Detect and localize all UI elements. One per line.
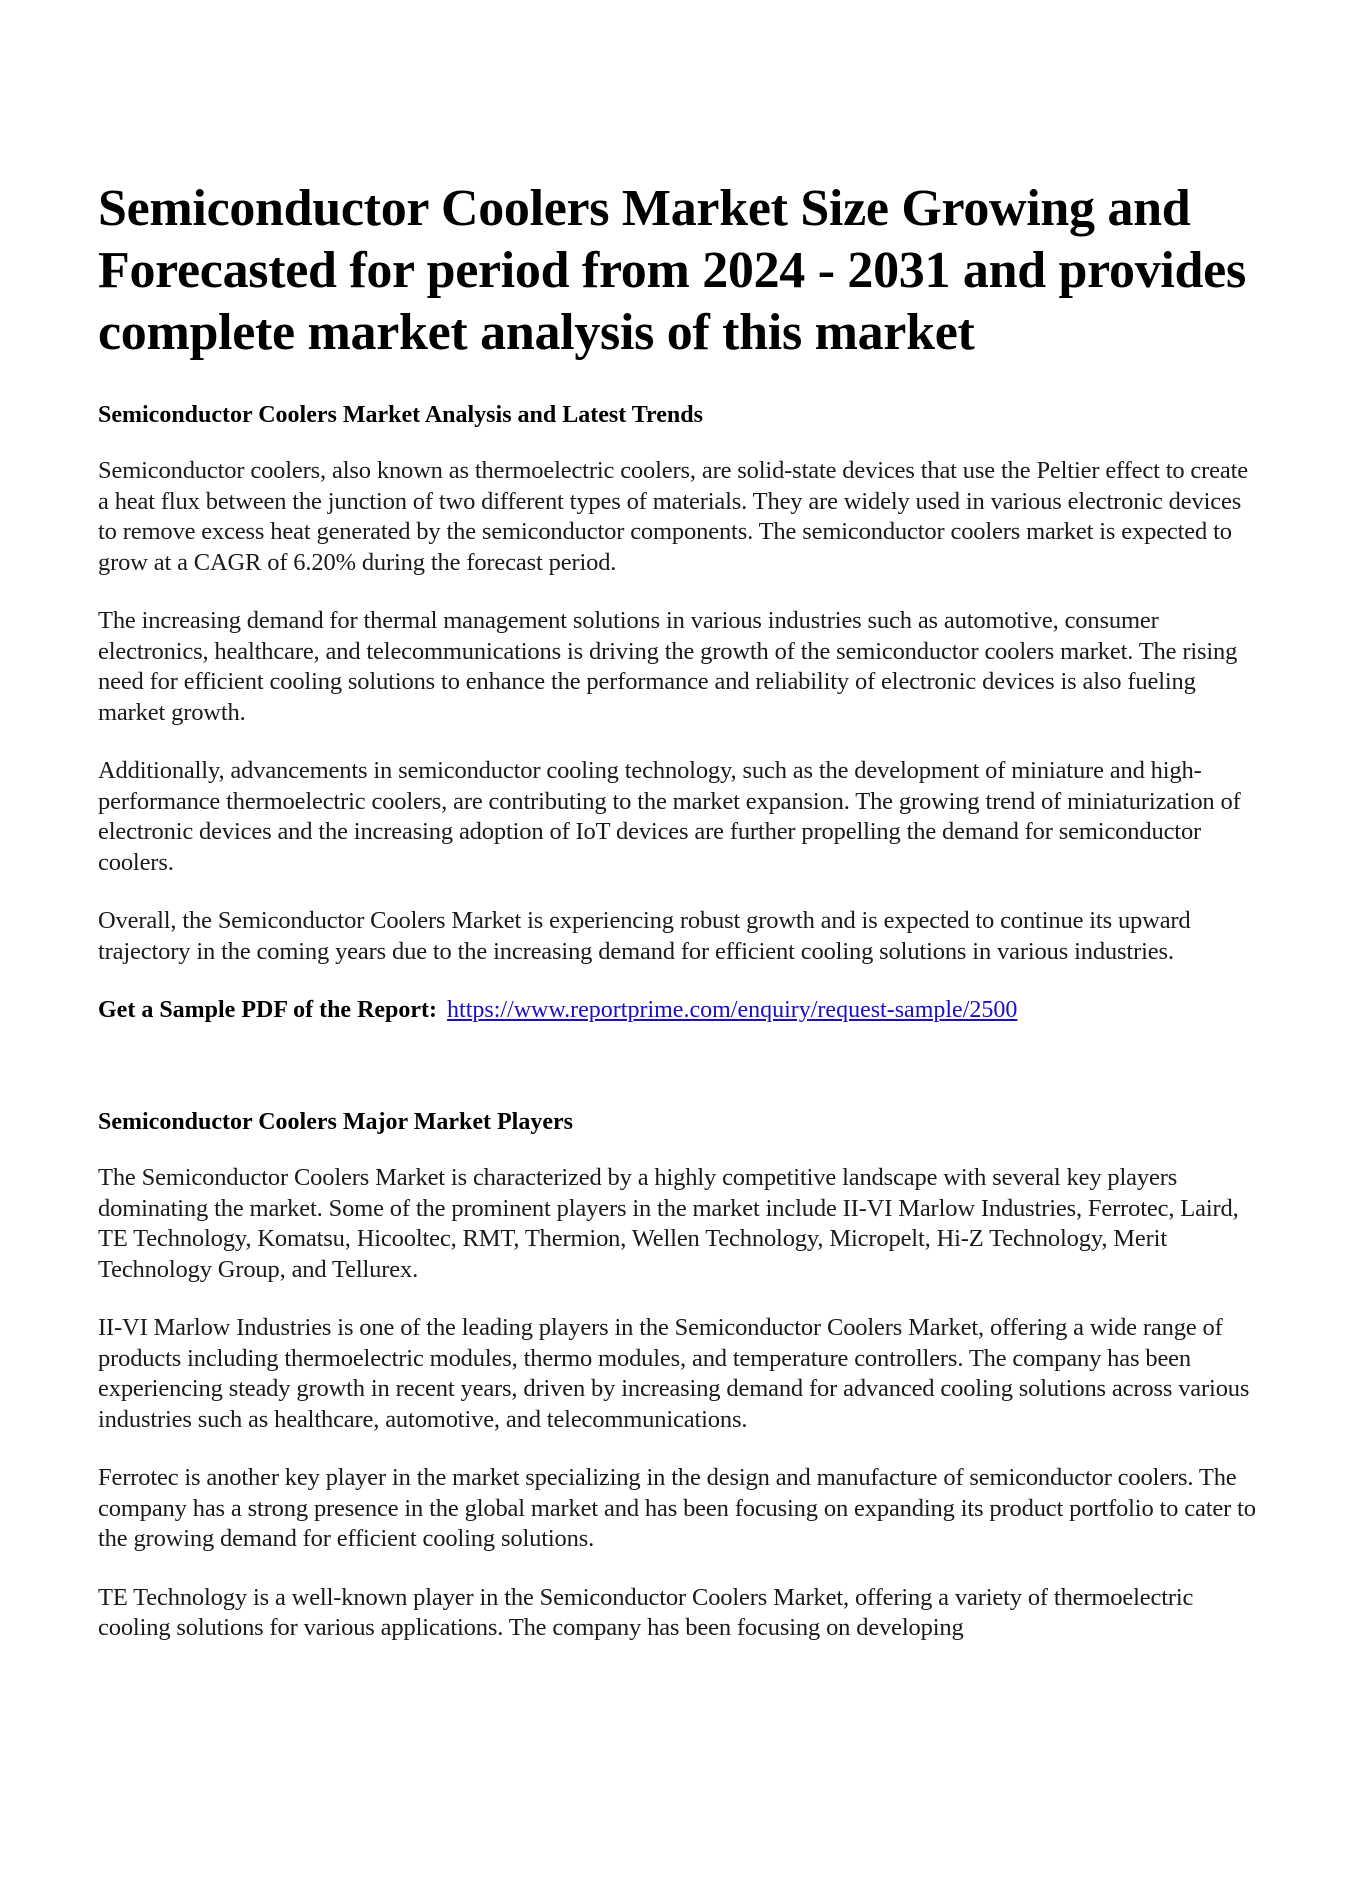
sample-pdf-line (98, 995, 1258, 1025)
paragraph: The increasing demand for thermal management solutions in various industries such as automotive, consumer electronics, healthcare, and telecommunications is driving the growth of the semiconductor coolers market. The rising need for efficient cooling solutions to enhance the performance and reliability of electronic devices is also fueling market growth. (98, 607, 1238, 726)
document-title: Semiconductor Coolers Market Size Growing and Forecasted for period from 2024 - 2031 and provides complete market analysis of this market (98, 180, 1246, 361)
section-heading: Semiconductor Coolers Market Analysis and Latest Trends (98, 402, 703, 428)
paragraph: Ferrotec is another key player in the market specializing in the design and manufacture of semiconductor coolers. The company has a strong presence in the global market and has been focusing on expanding its product portfolio to cater to the growing demand for efficient cooling solutions. (98, 1464, 1256, 1552)
paragraph: Semiconductor coolers, also known as thermoelectric coolers, are solid-state devices that use the Peltier effect to create a heat flux between the junction of two different types of materials. They are widely used in various electronic devices to remove excess heat generated by the semiconductor components. The semiconductor coolers market is expected to grow at a CAGR of 6.20% during the forecast period. (98, 457, 1248, 576)
section-analysis-trends (98, 400, 1258, 967)
sample-pdf-link[interactable]: https://www.reportprime.com/enquiry/request-sample/2500 (447, 997, 1018, 1023)
paragraph: Additionally, advancements in semiconductor cooling technology, such as the development of miniature and high-performance thermoelectric coolers, are contributing to the market expansion. The growing trend of miniaturization of electronic devices and the increasing adoption of IoT devices are further propelling the demand for semiconductor coolers. (98, 757, 1241, 876)
sample-pdf-label: Get a Sample PDF of the Report: (98, 997, 438, 1023)
paragraph: The Semiconductor Coolers Market is characterized by a highly competitive landscape with several key players dominating the market. Some of the prominent players in the market include II-VI Marlow Industries, Ferrotec, Laird, TE Technology, Komatsu, Hicooltec, RMT, Thermion, Wellen Technology, Micropelt, Hi-Z Technology, Merit Technology Group, and Tellurex. (98, 1164, 1239, 1283)
paragraph: II-VI Marlow Industries is one of the leading players in the Semiconductor Coolers Market, offering a wide range of products including thermoelectric modules, thermo modules, and temperature controllers. The company has been experiencing steady growth in recent years, driven by increasing demand for advanced cooling solutions across various industries such as healthcare, automotive, and telecommunications. (98, 1314, 1250, 1433)
section-heading: Semiconductor Coolers Major Market Players (98, 1109, 573, 1135)
paragraph: TE Technology is a well-known player in the Semiconductor Coolers Market, offering a variety of thermoelectric cooling solutions for various applications. The company has been focusing on developing (98, 1583, 1194, 1641)
spacer (98, 1025, 1258, 1107)
paragraph: Overall, the Semiconductor Coolers Market is experiencing robust growth and is expected to continue its upward trajectory in the coming years due to the increasing demand for efficient cooling solutions in various industries. (98, 907, 1191, 965)
section-major-players (98, 1107, 1258, 1644)
